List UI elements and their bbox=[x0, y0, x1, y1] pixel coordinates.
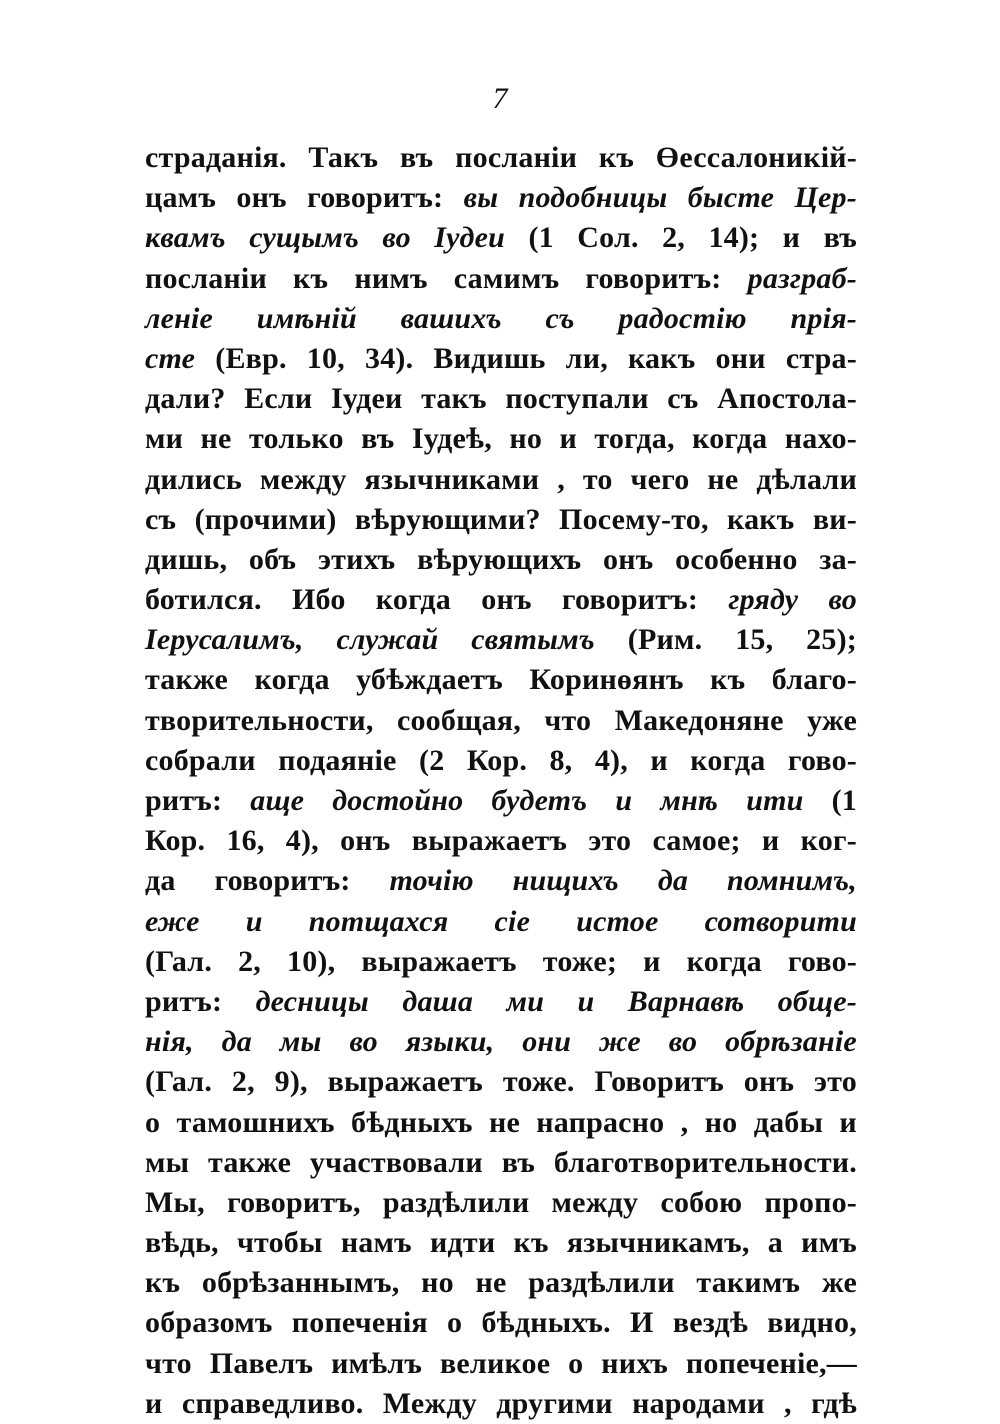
word: это bbox=[588, 824, 632, 858]
text-line bbox=[145, 138, 857, 178]
word: 2, bbox=[231, 1065, 255, 1099]
italic-word: радостію bbox=[618, 301, 747, 335]
word: стра- bbox=[785, 341, 857, 375]
word: говоритъ, bbox=[227, 1185, 361, 1219]
word: къ bbox=[710, 663, 746, 697]
word: и bbox=[839, 1105, 857, 1139]
italic-word: еже bbox=[145, 904, 200, 938]
word: подаяніе bbox=[278, 743, 397, 777]
word: такимъ bbox=[696, 1266, 801, 1300]
word: Мы, bbox=[145, 1185, 205, 1219]
word: 9), bbox=[274, 1065, 308, 1099]
word: Говоритъ bbox=[594, 1065, 724, 1099]
word: вѣрующихъ bbox=[417, 542, 582, 576]
word: выражаетъ bbox=[327, 1065, 483, 1099]
word: образомъ bbox=[145, 1306, 273, 1340]
word: мы bbox=[145, 1145, 190, 1179]
word: (2 bbox=[419, 743, 445, 777]
text-line bbox=[145, 1223, 857, 1263]
word: за- bbox=[819, 542, 857, 576]
word: обрѣзаннымъ, bbox=[201, 1266, 400, 1300]
word: Сол. bbox=[577, 221, 639, 255]
word: 10), bbox=[287, 944, 336, 978]
word: когда bbox=[690, 743, 766, 777]
text-line bbox=[145, 902, 857, 942]
word: 16, bbox=[226, 824, 265, 858]
text-line bbox=[145, 1183, 857, 1223]
word: и bbox=[559, 422, 577, 456]
word: , bbox=[680, 1105, 689, 1139]
word: но bbox=[421, 1266, 454, 1300]
text-line bbox=[145, 1303, 857, 1343]
word: попеченія bbox=[291, 1306, 428, 1340]
word: когда bbox=[254, 663, 330, 697]
word: не bbox=[475, 1266, 507, 1300]
italic-word: истое bbox=[576, 904, 659, 938]
word: участвовали bbox=[309, 1145, 483, 1179]
word: когда bbox=[375, 583, 451, 617]
word: говоритъ: bbox=[585, 261, 722, 295]
word: говоритъ: bbox=[561, 583, 699, 617]
text-line bbox=[145, 580, 857, 620]
word: тоже; bbox=[542, 944, 618, 978]
word: раздѣлили bbox=[382, 1185, 530, 1219]
text-line bbox=[145, 982, 857, 1022]
word: (Евр. bbox=[215, 341, 287, 375]
word: они bbox=[715, 341, 766, 375]
word: посланіи bbox=[145, 261, 267, 295]
word: имѣлъ bbox=[331, 1346, 423, 1380]
word: справедливо. bbox=[181, 1386, 364, 1420]
word: Кор. bbox=[466, 743, 528, 777]
italic-word: бысте bbox=[687, 181, 775, 215]
word: тамошнихъ bbox=[176, 1105, 335, 1139]
text-line bbox=[145, 500, 857, 540]
word: какъ bbox=[628, 341, 696, 375]
word: (Рим. bbox=[627, 623, 703, 657]
italic-word: и bbox=[245, 904, 263, 938]
word: Ибо bbox=[291, 583, 346, 617]
word: чтобы bbox=[236, 1226, 323, 1260]
word: пропо- bbox=[764, 1185, 857, 1219]
word: (прочими) bbox=[194, 502, 337, 536]
word: вѣдь, bbox=[145, 1226, 219, 1260]
body-text bbox=[145, 138, 857, 1424]
italic-word: имѣній bbox=[256, 301, 357, 335]
italic-word: ми bbox=[506, 984, 545, 1018]
text-line bbox=[145, 339, 857, 379]
word: Апостола- bbox=[717, 382, 857, 416]
italic-word: во bbox=[349, 1025, 378, 1059]
text-line bbox=[145, 1263, 857, 1303]
word: въ bbox=[361, 422, 395, 456]
italic-word: вы bbox=[463, 181, 499, 215]
italic-word: леніе bbox=[145, 301, 214, 335]
word: между bbox=[551, 1185, 639, 1219]
word: 8, bbox=[549, 743, 573, 777]
word: видно, bbox=[767, 1306, 857, 1340]
word: съ bbox=[667, 382, 699, 416]
italic-word: да bbox=[221, 1025, 252, 1059]
text-line bbox=[145, 741, 857, 781]
word: ритъ: bbox=[145, 984, 223, 1018]
word: раздѣлили bbox=[528, 1266, 675, 1300]
word: гово- bbox=[787, 743, 857, 777]
word: какъ bbox=[727, 502, 795, 536]
word: Іудеи bbox=[330, 382, 403, 416]
text-line bbox=[145, 942, 857, 982]
word: самое; bbox=[652, 824, 741, 858]
text-line bbox=[145, 1103, 857, 1143]
word: 4), bbox=[594, 743, 628, 777]
word: и bbox=[782, 221, 801, 255]
italic-word: во bbox=[828, 583, 857, 617]
word: цамъ bbox=[145, 181, 217, 215]
text-line bbox=[145, 259, 857, 299]
word: Такъ bbox=[308, 141, 379, 174]
italic-word: потщахся bbox=[308, 904, 449, 938]
italic-word: съ bbox=[545, 301, 575, 335]
word: то bbox=[582, 462, 613, 496]
word: въ bbox=[501, 1145, 536, 1179]
word: онъ bbox=[603, 542, 654, 576]
italic-word: же bbox=[599, 1025, 641, 1059]
word: и bbox=[650, 743, 668, 777]
italic-word: прія- bbox=[790, 301, 857, 335]
text-line bbox=[145, 861, 857, 901]
text-line bbox=[145, 821, 857, 861]
word: когда bbox=[692, 422, 768, 456]
word: Если bbox=[244, 382, 313, 416]
word: ви- bbox=[812, 502, 857, 536]
italic-word: служай bbox=[336, 623, 439, 657]
word: ми bbox=[145, 422, 184, 456]
word: уже bbox=[807, 703, 857, 737]
word: этихъ bbox=[318, 542, 396, 576]
word: народами bbox=[632, 1386, 765, 1420]
word: собою bbox=[660, 1185, 743, 1219]
word: нимъ bbox=[354, 261, 428, 295]
word: между bbox=[259, 462, 347, 496]
word: (1 bbox=[528, 221, 554, 255]
word: благотворительности. bbox=[553, 1145, 857, 1179]
italic-word: Іудеи bbox=[434, 221, 506, 255]
word: (Гал. bbox=[145, 944, 213, 978]
word: Между bbox=[382, 1386, 477, 1420]
italic-word: сущымъ bbox=[249, 221, 359, 255]
word: , bbox=[784, 1386, 792, 1420]
text-line bbox=[145, 178, 857, 218]
italic-word: будетъ bbox=[491, 784, 588, 817]
italic-word: гряду bbox=[728, 583, 799, 617]
word: не bbox=[200, 422, 232, 456]
text-line bbox=[145, 701, 857, 741]
italic-word: десницы bbox=[255, 984, 369, 1018]
text-line bbox=[145, 540, 857, 580]
word: Коринөянъ bbox=[529, 663, 684, 697]
italic-word: нищихъ bbox=[512, 864, 619, 898]
word: сообщая, bbox=[396, 703, 521, 737]
word: онъ bbox=[340, 824, 391, 858]
italic-word: обрѣзаніе bbox=[725, 1025, 857, 1059]
italic-word: сіе bbox=[494, 904, 531, 938]
word: Македоняне bbox=[614, 703, 784, 737]
word: говоритъ: bbox=[307, 181, 444, 215]
italic-word: даша bbox=[402, 984, 474, 1018]
word: нихъ bbox=[601, 1346, 668, 1380]
word: такъ bbox=[421, 382, 487, 416]
word: и bbox=[761, 824, 780, 858]
italic-word: мнѣ bbox=[660, 784, 719, 817]
word: собрали bbox=[145, 743, 256, 777]
word: вѣрующими? bbox=[354, 502, 541, 536]
word: нахо- bbox=[784, 422, 857, 456]
text-line bbox=[145, 1384, 857, 1424]
text-line bbox=[145, 379, 857, 419]
italic-word: Варнавѣ bbox=[627, 984, 745, 1018]
word: Посему-то, bbox=[559, 502, 709, 536]
word: 15, bbox=[735, 623, 774, 657]
word: дабы bbox=[753, 1105, 824, 1139]
word: но bbox=[509, 422, 543, 456]
italic-word: помнимъ, bbox=[727, 864, 857, 898]
word: а bbox=[767, 1226, 783, 1260]
italic-word: нія, bbox=[145, 1025, 194, 1059]
italic-word: мы bbox=[279, 1025, 322, 1059]
italic-word: сотворити bbox=[704, 904, 857, 938]
word: говоритъ: bbox=[214, 864, 351, 898]
word: (1 bbox=[831, 784, 857, 817]
word: напрасно bbox=[536, 1105, 665, 1139]
word: объ bbox=[248, 542, 297, 576]
word: дились bbox=[145, 462, 242, 496]
word: не bbox=[488, 1105, 520, 1139]
italic-word: разграб- bbox=[747, 261, 857, 295]
word: бѣдныхъ bbox=[351, 1105, 473, 1139]
italic-word: они bbox=[522, 1025, 572, 1059]
word: къ bbox=[598, 141, 635, 174]
italic-word: точію bbox=[389, 864, 474, 898]
word: это bbox=[814, 1065, 857, 1099]
italic-word: во bbox=[382, 221, 411, 255]
word: когда bbox=[686, 944, 762, 978]
text-line bbox=[145, 660, 857, 700]
text-line bbox=[145, 781, 857, 821]
word: дѣлали bbox=[756, 462, 857, 496]
italic-word: квамъ bbox=[145, 221, 226, 255]
word: да bbox=[145, 864, 176, 898]
word: намъ bbox=[340, 1226, 412, 1260]
italic-word: да bbox=[657, 864, 689, 898]
word: въ bbox=[823, 221, 857, 255]
word: онъ bbox=[743, 1065, 795, 1099]
word: ботился. bbox=[145, 583, 262, 617]
word: язычникамъ, bbox=[566, 1226, 750, 1260]
word: особенно bbox=[675, 542, 798, 576]
text-line bbox=[145, 1022, 857, 1062]
word: тоже. bbox=[502, 1065, 575, 1099]
word: благо- bbox=[771, 663, 857, 697]
word: и bbox=[643, 944, 661, 978]
word: Павелъ bbox=[209, 1346, 314, 1380]
word: , bbox=[557, 462, 565, 496]
word: ритъ: bbox=[145, 784, 223, 817]
italic-word: обще- bbox=[777, 984, 857, 1018]
word: великое bbox=[440, 1346, 551, 1380]
word: къ bbox=[513, 1226, 549, 1260]
word: попеченіе,— bbox=[685, 1346, 857, 1380]
word: къ bbox=[145, 1266, 181, 1300]
text-line bbox=[145, 299, 857, 339]
italic-word: Цер- bbox=[794, 181, 857, 215]
word: также bbox=[145, 663, 229, 697]
word: 2, bbox=[238, 944, 261, 978]
italic-word: и bbox=[577, 984, 595, 1018]
word: 2, bbox=[662, 221, 686, 255]
word: тогда, bbox=[594, 422, 675, 456]
word: Кор. bbox=[145, 824, 206, 858]
word: 34). bbox=[365, 341, 414, 375]
word: о bbox=[447, 1306, 463, 1340]
word: 4), bbox=[285, 824, 319, 858]
italic-word: ити bbox=[746, 784, 804, 817]
word: выражаетъ bbox=[411, 824, 568, 858]
word: идти bbox=[430, 1226, 496, 1260]
word: язычниками bbox=[364, 462, 540, 496]
page-number: 7 bbox=[492, 82, 508, 115]
word: что bbox=[145, 1346, 192, 1380]
word: другими bbox=[496, 1386, 613, 1420]
word: дали? bbox=[145, 382, 226, 416]
word: Өессалоникій- bbox=[655, 141, 857, 174]
italic-word: подобницы bbox=[518, 181, 668, 215]
word: (Гал. bbox=[145, 1065, 213, 1099]
italic-word: сте bbox=[145, 341, 196, 375]
word: 14); bbox=[708, 221, 760, 255]
word: въ bbox=[400, 141, 434, 174]
word: не bbox=[707, 462, 739, 496]
word: гдѣ bbox=[811, 1386, 857, 1420]
word: страданія. bbox=[145, 141, 287, 174]
word: самимъ bbox=[453, 261, 560, 295]
word: выражаетъ bbox=[361, 944, 517, 978]
word: также bbox=[208, 1145, 292, 1179]
word: и bbox=[145, 1386, 163, 1420]
word: что bbox=[544, 703, 592, 737]
word: Видишь bbox=[433, 341, 546, 375]
word: о bbox=[568, 1346, 584, 1380]
word: 10, bbox=[306, 341, 345, 375]
text-line bbox=[145, 419, 857, 459]
text-line bbox=[145, 460, 857, 500]
italic-word: святымъ bbox=[471, 623, 595, 657]
italic-word: и bbox=[615, 784, 633, 817]
word: И bbox=[630, 1306, 654, 1340]
word: дишь, bbox=[145, 542, 228, 576]
text-line bbox=[145, 1344, 857, 1384]
word: къ bbox=[293, 261, 329, 295]
word: чего bbox=[630, 462, 690, 496]
italic-word: аще bbox=[250, 784, 305, 817]
word: бѣдныхъ. bbox=[481, 1306, 611, 1340]
text-line bbox=[145, 1143, 857, 1183]
word: же bbox=[821, 1266, 857, 1300]
word: 25); bbox=[806, 623, 857, 657]
word: только bbox=[248, 422, 344, 456]
word: имъ bbox=[801, 1226, 857, 1260]
word: поступали bbox=[505, 382, 649, 416]
word: о bbox=[145, 1105, 161, 1139]
word: посланіи bbox=[455, 141, 578, 174]
text-line bbox=[145, 620, 857, 660]
text-line bbox=[145, 1062, 857, 1102]
word: съ bbox=[145, 502, 177, 536]
word: онъ bbox=[236, 181, 287, 215]
italic-word: достойно bbox=[332, 784, 464, 817]
word: творительности, bbox=[145, 703, 374, 737]
italic-word: вашихъ bbox=[400, 301, 502, 335]
italic-word: Іерусалимъ, bbox=[145, 623, 304, 657]
word: но bbox=[704, 1105, 738, 1139]
word: гово- bbox=[787, 944, 857, 978]
word: ли, bbox=[565, 341, 608, 375]
word: онъ bbox=[481, 583, 532, 617]
word: ког- bbox=[800, 824, 857, 858]
italic-word: языки, bbox=[405, 1025, 495, 1059]
word: Іудеѣ, bbox=[411, 422, 492, 456]
word: вездѣ bbox=[672, 1306, 749, 1340]
word: убѣждаетъ bbox=[356, 663, 503, 697]
italic-word: во bbox=[668, 1025, 698, 1059]
text-line bbox=[145, 218, 857, 258]
